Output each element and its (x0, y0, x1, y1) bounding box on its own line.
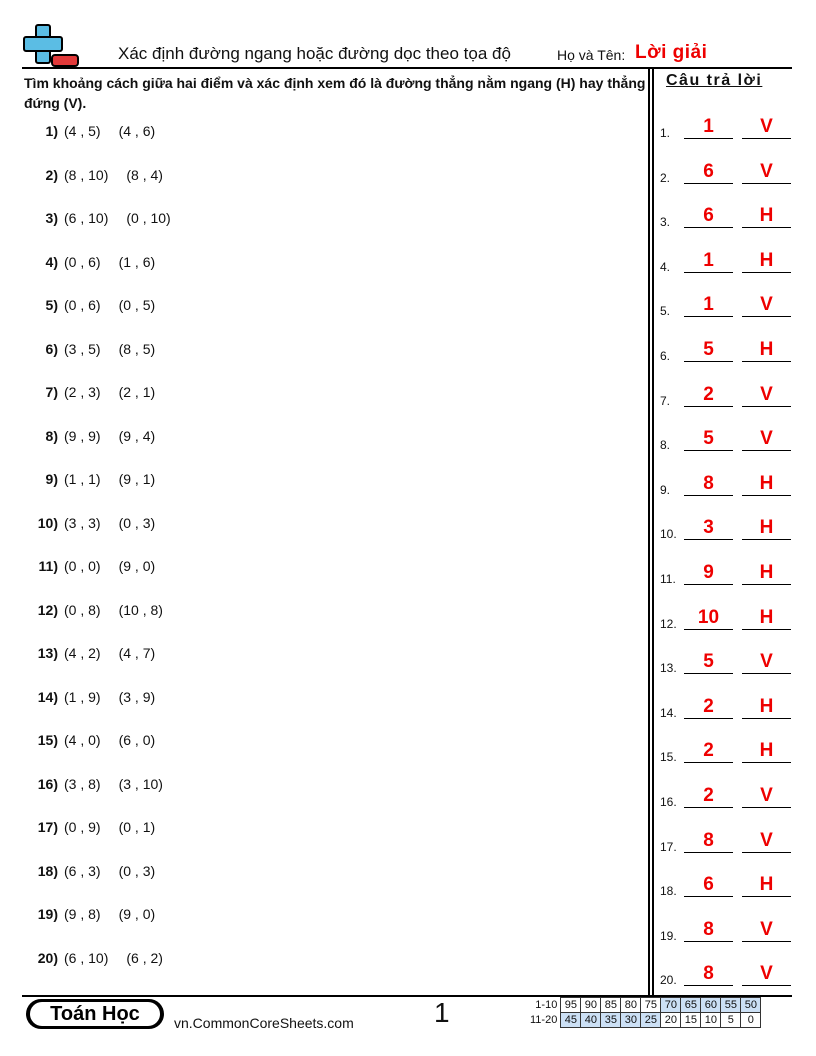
answer-item (660, 957, 800, 987)
direction-answer: H (759, 606, 774, 628)
direction-answer: V (760, 651, 773, 673)
problem-number: 18) (37, 862, 58, 879)
direction-answer: V (760, 116, 773, 137)
distance-answer: 5 (703, 651, 714, 673)
distance-answer: 2 (703, 740, 714, 762)
problem-number: 12) (37, 601, 58, 618)
point-a: (3 , 8) (64, 775, 101, 792)
score-cell: 90 (581, 998, 601, 1013)
answer-number: 10. (660, 527, 677, 542)
answer-number: 2. (660, 170, 671, 185)
site-url: vn.CommonCoreSheets.com (174, 1015, 354, 1031)
answer-line (742, 539, 791, 540)
distance-answer: 8 (703, 829, 714, 851)
answer-number: 5. (660, 304, 671, 319)
point-b: (0 , 3) (118, 514, 156, 531)
problem-number: 13) (37, 645, 58, 661)
direction-answer: H (759, 339, 774, 360)
answer-number: 9. (660, 482, 671, 497)
problem-number: 1) (45, 123, 58, 139)
point-a: (4 , 2) (64, 645, 101, 661)
answer-line (684, 941, 733, 942)
answer-item (660, 601, 800, 631)
problem-item (24, 469, 155, 489)
column-divider (652, 68, 654, 996)
answer-item (660, 288, 800, 318)
point-a: (0 , 0) (64, 558, 101, 574)
answer-line (742, 227, 791, 228)
answer-item (660, 155, 800, 185)
answer-number: 14. (660, 705, 677, 720)
point-a: (8 , 10) (64, 166, 109, 183)
problem-number: 16) (37, 775, 58, 792)
problem-item (24, 948, 163, 968)
problem-number: 11) (38, 558, 58, 574)
direction-answer: H (759, 562, 774, 583)
instructions: Tìm khoảng cách giữa hai điểm và xác định xem đó là đường thẳng nằm ngang (H) hay thẳng đứng (V). (24, 75, 646, 111)
direction-answer: V (760, 829, 773, 851)
direction-answer: H (759, 740, 774, 762)
answer-line (742, 941, 791, 942)
problem-number: 3) (45, 210, 58, 226)
score-cell: 0 (741, 1013, 761, 1028)
problem-item (24, 252, 155, 272)
answer-line (684, 629, 733, 630)
problem-item (24, 295, 155, 315)
score-row (528, 1013, 761, 1028)
score-cell: 30 (621, 1013, 641, 1028)
answer-line (742, 316, 791, 317)
distance-answer: 9 (703, 562, 714, 583)
answer-line (684, 138, 733, 139)
score-cell: 80 (621, 998, 641, 1013)
problem-item (24, 730, 155, 750)
answer-line (684, 762, 733, 763)
problem-number: 17) (37, 819, 58, 835)
point-b: (1 , 6) (118, 253, 156, 270)
answer-item (660, 556, 800, 586)
answer-number: 19. (660, 928, 677, 943)
score-cell: 55 (721, 998, 741, 1013)
distance-answer: 6 (703, 205, 714, 227)
point-b: (3 , 9) (118, 688, 156, 705)
direction-answer: V (760, 160, 773, 182)
score-cell: 5 (721, 1013, 741, 1028)
score-cell: 35 (601, 1013, 621, 1028)
answer-line (742, 495, 791, 496)
point-a: (1 , 9) (64, 688, 101, 705)
problem-item (24, 513, 155, 533)
point-b: (0 , 1) (118, 819, 156, 835)
point-b: (6 , 2) (126, 949, 163, 966)
answer-line (684, 450, 733, 451)
answer-item (660, 734, 800, 764)
answer-line (684, 718, 733, 719)
point-a: (4 , 5) (64, 123, 101, 139)
problem-item (24, 600, 163, 620)
direction-answer: V (760, 918, 773, 940)
point-a: (6 , 3) (64, 862, 101, 879)
score-cell: 70 (661, 998, 681, 1013)
answer-number: 15. (660, 750, 677, 765)
direction-answer: H (759, 472, 774, 494)
distance-answer: 10 (697, 606, 720, 628)
answer-item (660, 467, 800, 497)
column-divider (648, 68, 650, 996)
problem-number: 19) (37, 906, 58, 922)
distance-answer: 2 (703, 383, 714, 405)
answer-number: 3. (660, 215, 671, 230)
point-a: (0 , 8) (64, 601, 101, 618)
answer-line (742, 361, 791, 362)
score-cell: 25 (641, 1013, 661, 1028)
page-title: Xác định đường ngang hoặc đường dọc theo tọa độ (118, 44, 511, 63)
distance-answer: 8 (703, 963, 714, 985)
problem-item (24, 556, 155, 576)
top-divider (22, 67, 792, 69)
answer-item (660, 645, 800, 675)
answer-line (742, 852, 791, 853)
answer-line (742, 985, 791, 986)
problem-number: 10) (37, 514, 58, 531)
answer-item (660, 110, 800, 140)
answer-item (660, 511, 800, 541)
answer-number: 8. (660, 438, 671, 453)
point-b: (0 , 5) (118, 297, 156, 313)
distance-answer: 1 (703, 294, 714, 316)
answer-line (684, 539, 733, 540)
distance-answer: 5 (703, 339, 714, 360)
direction-answer: V (760, 383, 773, 405)
point-b: (2 , 1) (118, 384, 156, 400)
distance-answer: 1 (703, 249, 714, 271)
answer-number: 18. (660, 884, 677, 899)
answer-number: 7. (660, 393, 671, 408)
point-b: (9 , 4) (118, 427, 156, 444)
answer-number: 11. (660, 572, 676, 586)
score-cell: 75 (641, 998, 661, 1013)
answer-item (660, 824, 800, 854)
score-cell: 50 (741, 998, 761, 1013)
point-b: (9 , 0) (118, 558, 156, 574)
plus-minus-icon (22, 24, 80, 68)
answer-number: 6. (660, 349, 671, 363)
problem-item (24, 774, 163, 794)
score-table (528, 997, 761, 1028)
direction-answer: H (759, 695, 774, 717)
answer-header: Câu trả lời (666, 72, 763, 89)
point-b: (0 , 10) (126, 210, 171, 226)
answer-line (684, 807, 733, 808)
direction-answer: V (760, 294, 773, 316)
answer-line (742, 762, 791, 763)
distance-answer: 1 (703, 116, 714, 137)
answer-line (684, 183, 733, 184)
problem-number: 9) (45, 471, 58, 487)
answer-line (684, 985, 733, 986)
answer-line (684, 896, 733, 897)
point-a: (4 , 0) (64, 732, 101, 748)
answer-line (684, 584, 733, 585)
point-a: (0 , 6) (64, 253, 101, 270)
answer-line (684, 406, 733, 407)
distance-answer: 3 (703, 517, 714, 539)
score-cell: 15 (681, 1013, 701, 1028)
answer-number: 17. (660, 839, 677, 854)
page-number: 1 (434, 997, 450, 1028)
point-a: (0 , 6) (64, 297, 101, 313)
score-cell: 65 (681, 998, 701, 1013)
score-cell: 60 (701, 998, 721, 1013)
distance-answer: 5 (703, 428, 714, 450)
point-b: (0 , 3) (118, 862, 156, 879)
point-b: (8 , 4) (126, 166, 163, 183)
answer-number: 16. (660, 795, 677, 809)
answer-item (660, 868, 800, 898)
score-cell: 95 (561, 998, 581, 1013)
point-b: (8 , 5) (118, 340, 156, 357)
answer-item (660, 690, 800, 720)
point-b: (4 , 6) (118, 123, 156, 139)
answer-item (660, 422, 800, 452)
subject-label: Toán Học (30, 1002, 160, 1026)
answer-item (660, 199, 800, 229)
answer-line (742, 629, 791, 630)
point-a: (6 , 10) (64, 210, 109, 226)
distance-answer: 2 (703, 785, 714, 806)
distance-answer: 6 (703, 160, 714, 182)
score-row (528, 998, 761, 1013)
problem-number: 4) (45, 253, 58, 270)
answer-line (742, 272, 791, 273)
problem-item (24, 382, 155, 402)
point-a: (3 , 3) (64, 514, 101, 531)
point-b: (9 , 0) (118, 906, 156, 922)
problem-item (24, 904, 155, 924)
answer-number: 1. (660, 126, 671, 140)
point-a: (0 , 9) (64, 819, 101, 835)
problem-number: 20) (37, 949, 58, 966)
point-a: (9 , 8) (64, 906, 101, 922)
problem-number: 7) (45, 384, 58, 400)
answer-item (660, 333, 800, 363)
problem-item (24, 643, 155, 663)
subject-badge (26, 999, 164, 1029)
point-a: (3 , 5) (64, 340, 101, 357)
problem-number: 15) (37, 732, 58, 748)
point-b: (10 , 8) (118, 601, 163, 618)
direction-answer: V (760, 428, 773, 450)
answer-line (684, 227, 733, 228)
answer-line (742, 584, 791, 585)
problem-number: 8) (45, 427, 58, 444)
problem-number: 5) (45, 297, 58, 313)
point-a: (2 , 3) (64, 384, 101, 400)
answer-line (742, 138, 791, 139)
name-value: Lời giải (635, 42, 708, 63)
distance-answer: 8 (703, 472, 714, 494)
answer-line (742, 718, 791, 719)
point-b: (6 , 0) (118, 732, 156, 748)
problem-item (24, 687, 155, 707)
answer-item (660, 779, 800, 809)
problem-item (24, 817, 155, 837)
distance-answer: 2 (703, 695, 714, 717)
score-cell: 40 (581, 1013, 601, 1028)
problem-item (24, 426, 155, 446)
score-cell: 45 (561, 1013, 581, 1028)
direction-answer: H (759, 205, 774, 227)
problem-item (24, 121, 155, 141)
answer-line (742, 450, 791, 451)
score-cell: 10 (701, 1013, 721, 1028)
answer-line (742, 673, 791, 674)
direction-answer: V (760, 963, 773, 985)
point-b: (9 , 1) (118, 471, 156, 487)
distance-answer: 8 (703, 918, 714, 940)
answer-line (742, 406, 791, 407)
point-b: (3 , 10) (118, 775, 163, 792)
direction-answer: H (759, 249, 774, 271)
problem-item (24, 208, 171, 228)
problem-number: 2) (45, 166, 58, 183)
answer-number: 4. (660, 259, 671, 274)
answer-line (742, 807, 791, 808)
point-b: (4 , 7) (118, 645, 156, 661)
problem-item (24, 339, 155, 359)
answer-item (660, 244, 800, 274)
answer-number: 20. (660, 973, 677, 988)
answer-line (684, 495, 733, 496)
point-a: (1 , 1) (64, 471, 101, 487)
answer-item (660, 378, 800, 408)
point-a: (9 , 9) (64, 427, 101, 444)
answer-line (684, 673, 733, 674)
problem-number: 6) (45, 340, 58, 357)
answer-line (684, 852, 733, 853)
answer-item (660, 913, 800, 943)
score-row-label: 1-10 (535, 999, 558, 1011)
answer-number: 12. (660, 616, 677, 631)
score-cell: 85 (601, 998, 621, 1013)
score-cell: 20 (661, 1013, 681, 1028)
answer-line (684, 361, 733, 362)
problem-number: 14) (37, 688, 58, 705)
score-row-label: 11-20 (530, 1014, 558, 1026)
distance-answer: 6 (703, 874, 714, 896)
name-label: Họ và Tên: (557, 47, 626, 63)
problem-item (24, 165, 163, 185)
answer-line (742, 183, 791, 184)
point-a: (6 , 10) (64, 949, 109, 966)
answer-line (684, 272, 733, 273)
answer-line (742, 896, 791, 897)
answer-number: 13. (660, 661, 677, 676)
direction-answer: V (760, 785, 773, 806)
direction-answer: H (759, 874, 774, 896)
answer-line (684, 316, 733, 317)
direction-answer: H (759, 517, 774, 539)
problem-item (24, 861, 155, 881)
